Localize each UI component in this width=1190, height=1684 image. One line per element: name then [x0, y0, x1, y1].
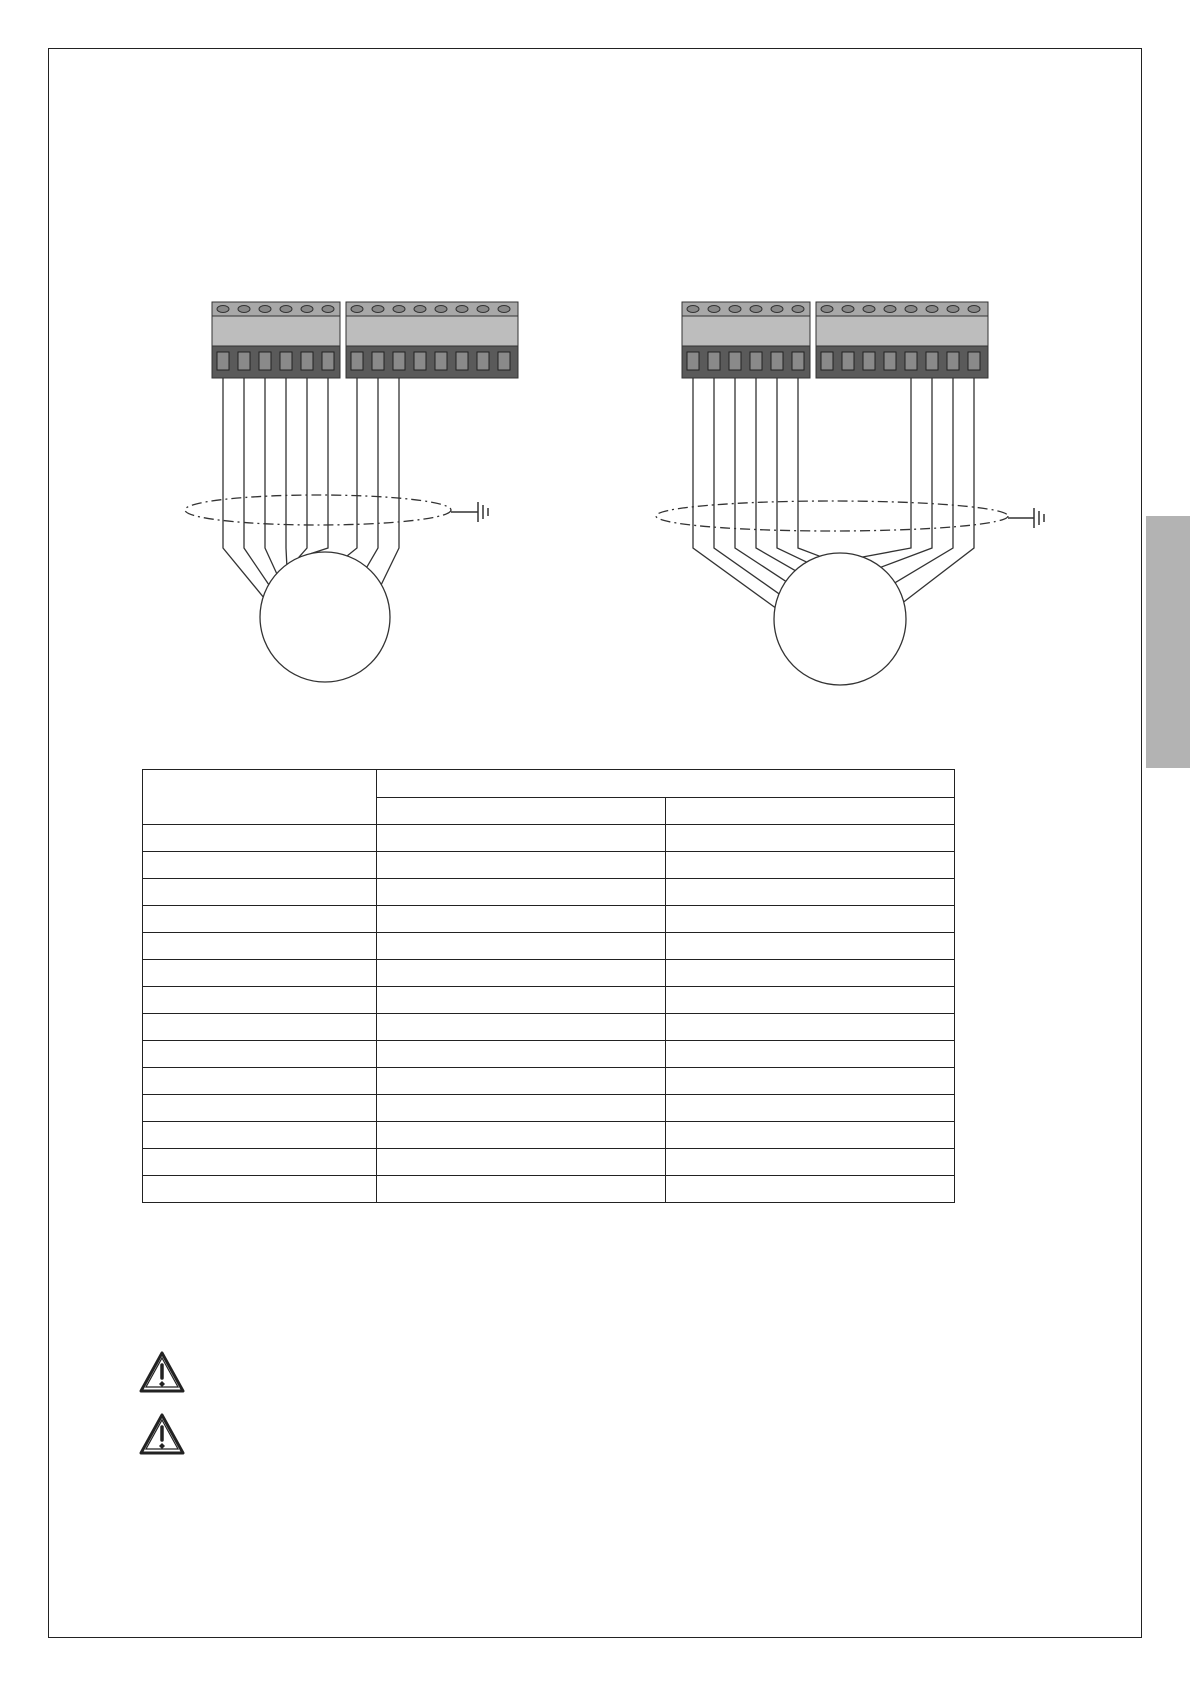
table-cell: [143, 825, 377, 852]
table-header-cell: [143, 770, 377, 825]
table-cell: [377, 987, 666, 1014]
table-cell: [666, 879, 955, 906]
terminal-screw: [456, 306, 468, 313]
table-cell: [143, 879, 377, 906]
terminal-slot: [884, 352, 896, 370]
terminal-screw: [905, 306, 917, 313]
table-row: [143, 933, 955, 960]
terminal-slot: [947, 352, 959, 370]
table-row: [143, 825, 955, 852]
ground-icon: [1008, 508, 1044, 528]
wire: [347, 378, 357, 556]
table-cell: [377, 1149, 666, 1176]
terminal-slot: [456, 352, 468, 370]
table-row: [143, 906, 955, 933]
terminal-screw: [259, 306, 271, 313]
table-cell: [143, 987, 377, 1014]
terminal-block-a: [682, 302, 810, 378]
terminal-screw: [771, 306, 783, 313]
terminal-screw: [884, 306, 896, 313]
wire: [223, 378, 263, 597]
table-cell: [377, 825, 666, 852]
table-cell: [666, 825, 955, 852]
table-cell: [377, 1122, 666, 1149]
table-cell: [666, 1068, 955, 1095]
table-cell: [143, 1122, 377, 1149]
terminal-screw: [926, 306, 938, 313]
wire: [312, 378, 329, 553]
table-cell: [666, 1122, 955, 1149]
terminal-screw: [435, 306, 447, 313]
table-row: [143, 1068, 955, 1095]
terminal-screw: [280, 306, 292, 313]
table-cell: [666, 1095, 955, 1122]
terminal-slot: [393, 352, 405, 370]
table-cell: [143, 1176, 377, 1203]
table-row: [143, 1041, 955, 1068]
wire: [286, 378, 287, 564]
table-cell: [377, 933, 666, 960]
table-header-cell: [377, 770, 955, 798]
terminal-slot: [238, 352, 250, 370]
terminal-slot: [926, 352, 938, 370]
table-cell: [377, 1176, 666, 1203]
terminal-screw: [498, 306, 510, 313]
table-cell: [143, 960, 377, 987]
terminal-screw: [393, 306, 405, 313]
terminal-screw: [750, 306, 762, 313]
table-cell: [377, 906, 666, 933]
table-row: [143, 1122, 955, 1149]
terminal-screw: [238, 306, 250, 313]
terminal-slot: [905, 352, 917, 370]
table-row: [143, 987, 955, 1014]
terminal-screw: [821, 306, 833, 313]
wire: [756, 378, 795, 571]
motor-circle: [260, 552, 390, 682]
table-cell: [377, 852, 666, 879]
table-row: [143, 1014, 955, 1041]
terminal-screw: [217, 306, 229, 313]
motor-circle: [774, 553, 906, 685]
wire: [777, 378, 807, 562]
terminal-slot: [498, 352, 510, 370]
terminal-block-b: [346, 302, 518, 378]
terminal-screw: [322, 306, 334, 313]
terminal-screw: [792, 306, 804, 313]
terminal-screw: [729, 306, 741, 313]
table-cell: [666, 1149, 955, 1176]
table-cell: [666, 906, 955, 933]
diagram-right: [656, 302, 1044, 685]
pin-assignment-table: [142, 769, 955, 1203]
table-cell: [666, 1014, 955, 1041]
ground-icon: [451, 502, 488, 522]
terminal-slot: [217, 352, 229, 370]
table-row: [143, 1176, 955, 1203]
table-cell: [143, 906, 377, 933]
diagram-left: [185, 302, 518, 682]
wire: [798, 378, 820, 556]
terminal-block-b: [816, 302, 988, 378]
table-cell: [377, 1095, 666, 1122]
terminal-slot: [792, 352, 804, 370]
terminal-slot: [259, 352, 271, 370]
terminal-slot: [729, 352, 741, 370]
table-cell: [143, 1149, 377, 1176]
terminal-screw: [477, 306, 489, 313]
terminal-slot: [477, 352, 489, 370]
terminal-screw: [351, 306, 363, 313]
table-row: [143, 1095, 955, 1122]
terminal-screw: [687, 306, 699, 313]
terminal-slot: [968, 352, 980, 370]
wire: [895, 378, 953, 583]
terminal-slot: [863, 352, 875, 370]
wire: [381, 378, 399, 585]
table-cell: [377, 1014, 666, 1041]
wire: [299, 378, 307, 558]
table-row: [143, 960, 955, 987]
terminal-slot: [708, 352, 720, 370]
terminal-slot: [842, 352, 854, 370]
terminal-screw: [968, 306, 980, 313]
table-cell: [377, 1068, 666, 1095]
table-cell: [143, 1014, 377, 1041]
table-cell: [143, 1068, 377, 1095]
terminal-screw: [708, 306, 720, 313]
terminal-screw: [372, 306, 384, 313]
terminal-screw: [842, 306, 854, 313]
wiring-diagrams: [0, 0, 1190, 720]
terminal-block-a: [212, 302, 340, 378]
wire: [367, 378, 378, 567]
terminal-screw: [414, 306, 426, 313]
terminal-slot: [414, 352, 426, 370]
table-cell: [143, 852, 377, 879]
table-row: [143, 879, 955, 906]
wire: [693, 378, 775, 608]
terminal-slot: [687, 352, 699, 370]
cable-shield: [185, 495, 451, 525]
table-cell: [666, 987, 955, 1014]
terminal-slot: [750, 352, 762, 370]
table-header-cell: [377, 798, 666, 825]
terminal-slot: [280, 352, 292, 370]
terminal-slot: [322, 352, 334, 370]
table-cell: [666, 852, 955, 879]
terminal-slot: [351, 352, 363, 370]
wire: [881, 378, 932, 567]
wire: [714, 378, 779, 594]
terminal-screw: [301, 306, 313, 313]
terminal-slot: [435, 352, 447, 370]
table-cell: [143, 1041, 377, 1068]
table-row: [143, 1149, 955, 1176]
table-cell: [666, 1176, 955, 1203]
terminal-slot: [301, 352, 313, 370]
terminal-screw: [863, 306, 875, 313]
table-cell: [143, 933, 377, 960]
wire: [904, 378, 974, 602]
table-header-cell: [666, 798, 955, 825]
table-cell: [666, 933, 955, 960]
terminal-slot: [771, 352, 783, 370]
table-row: [143, 852, 955, 879]
wire: [265, 378, 277, 574]
terminal-screw: [947, 306, 959, 313]
terminal-slot: [821, 352, 833, 370]
warning-icon: [138, 1350, 186, 1394]
table-cell: [666, 960, 955, 987]
table-cell: [666, 1041, 955, 1068]
warning-icon: [138, 1412, 186, 1456]
cable-shield: [656, 501, 1008, 531]
table-cell: [377, 1041, 666, 1068]
terminal-slot: [372, 352, 384, 370]
table-cell: [143, 1095, 377, 1122]
table-cell: [377, 879, 666, 906]
table-cell: [377, 960, 666, 987]
